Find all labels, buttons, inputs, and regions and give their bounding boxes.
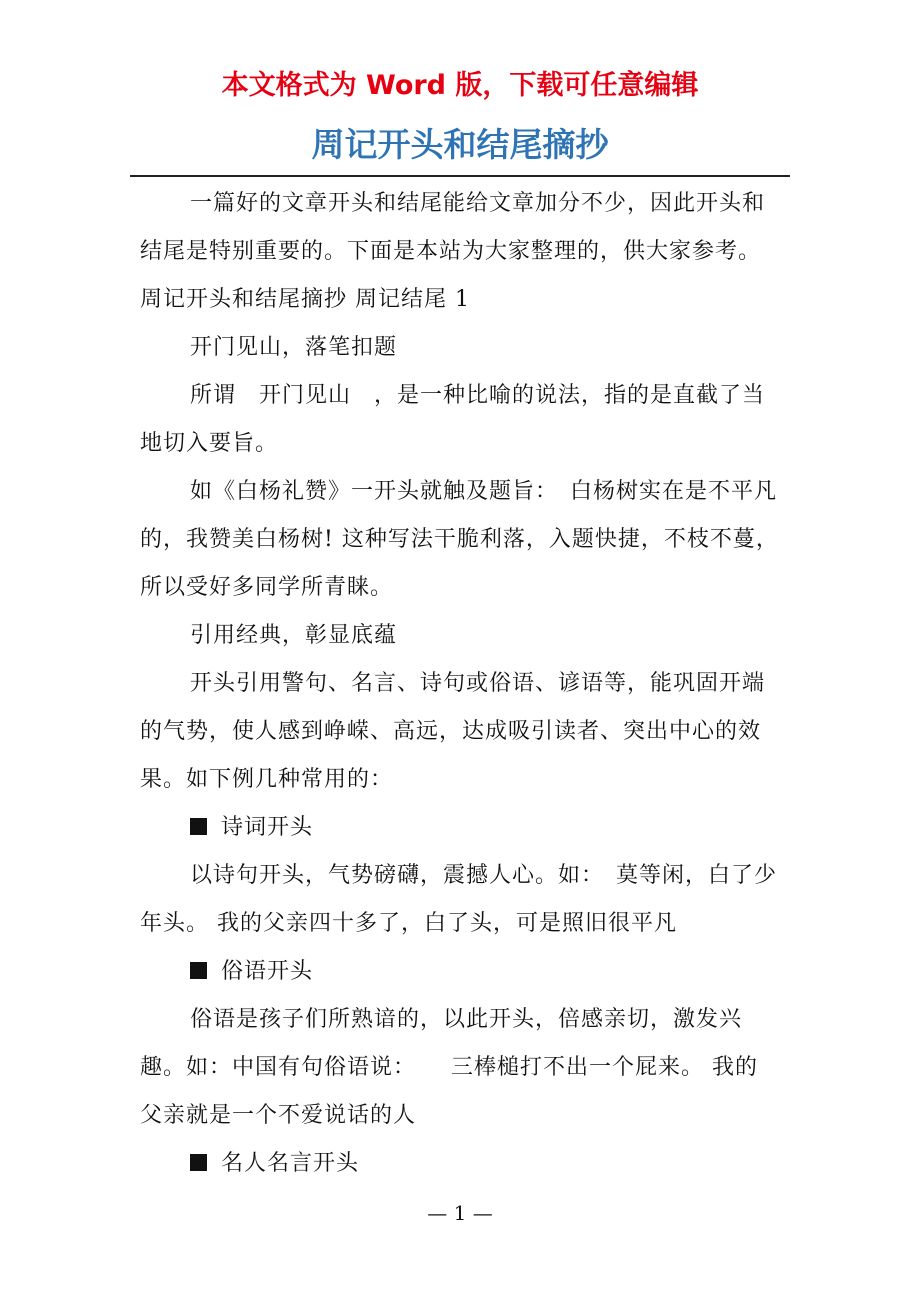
square-bullet-icon [190, 962, 207, 979]
paragraph-proverb: 俗语是孩子们所熟谙的，以此开头，倍感亲切，激发兴趣。如：中国有句俗语说： 三棒槌打不出一个屁来。 我的父亲就是一个不爱说话的人 [140, 1007, 758, 1128]
paragraph-quote-definition: 开头引用警句、名言、诗句或俗语、谚语等，能巩固开端的气势，使人感到峥嵘、高远，达成吸引读者、突出中心的效果。如下例几种常用的： [140, 671, 766, 792]
paragraph-open-example: 如《白杨礼赞》一开头就触及题旨： 白杨树实在是不平凡的，我赞美白杨树! 这种写法干脆利落，入题快捷，不枝不蔓，所以受好多同学所青睐。 [140, 479, 779, 600]
document-body [140, 180, 797, 1188]
page-number: — 1 — [427, 1201, 493, 1225]
bullet-famous-quote [140, 1140, 780, 1188]
format-banner: 本文格式为 Word 版，下载可任意编辑 [221, 70, 699, 101]
intro-paragraph: 一篇好的文章开头和结尾能给文章加分不少，因此开头和结尾是特别重要的。下面是本站为大家整理的，供大家参考。 周记开头和结尾摘抄 周记结尾 1 [140, 191, 797, 312]
document-title: 周记开头和结尾摘抄 [311, 125, 609, 164]
paragraph-poetry: 以诗句开头，气势磅礴，震撼人心。如： 莫等闲，白了少年头。 我的父亲四十多了，白了头，可是照旧很平凡 [140, 863, 778, 936]
bullet-label: 诗词开头 [221, 815, 314, 840]
bullet-proverb [140, 948, 780, 996]
bullet-label: 名人名言开头 [221, 1151, 360, 1176]
paragraph-open-definition: 所谓 开门见山 ，是一种比喻的说法，指的是直截了当地切入要旨。 [140, 383, 766, 456]
section-heading-open: 开门见山，落笔扣题 [190, 335, 398, 360]
title-divider [130, 175, 790, 177]
bullet-poetry [140, 804, 780, 852]
square-bullet-icon [190, 1154, 207, 1171]
section-heading-quote: 引用经典，彰显底蕴 [190, 623, 398, 648]
bullet-label: 俗语开头 [221, 959, 314, 984]
square-bullet-icon [190, 818, 207, 835]
